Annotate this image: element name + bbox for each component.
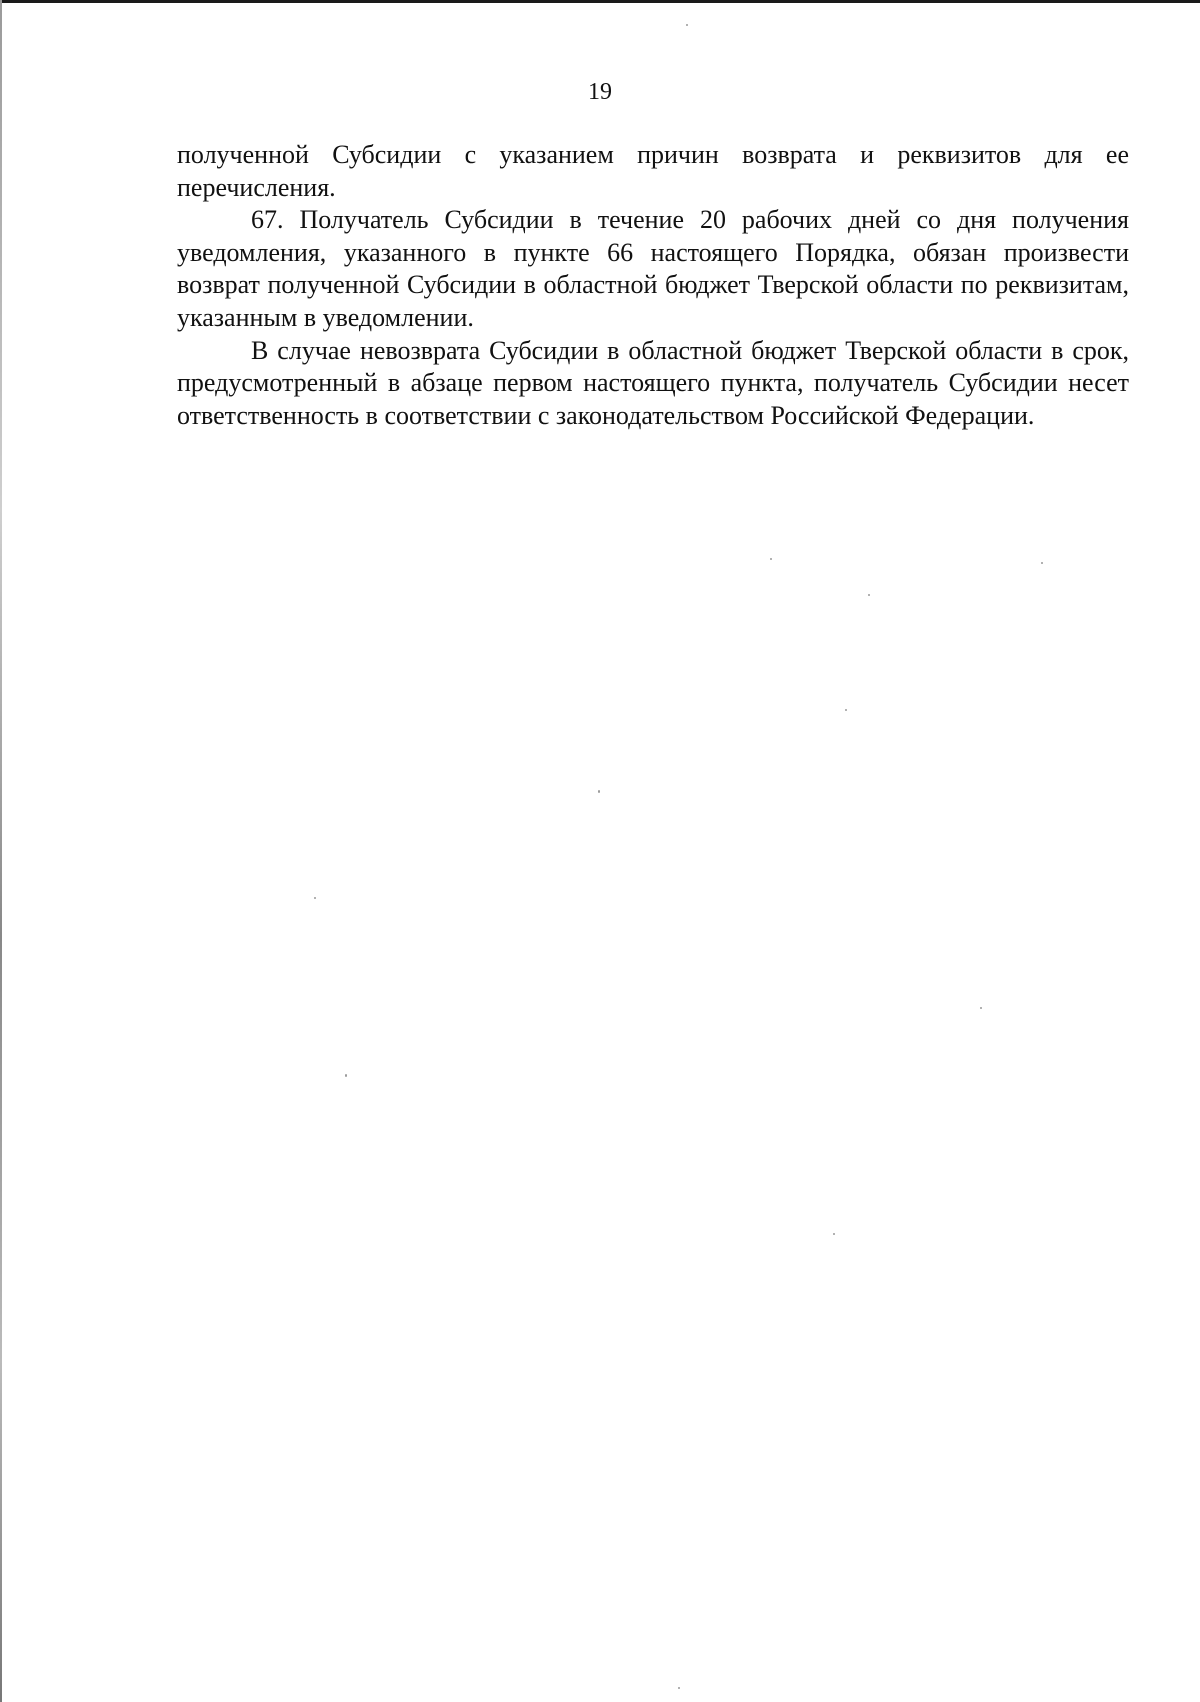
document-body bbox=[177, 139, 1129, 432]
scan-speck bbox=[1041, 562, 1043, 564]
scan-speck bbox=[686, 24, 688, 26]
scan-speck bbox=[678, 1687, 680, 1689]
page-number: 19 bbox=[588, 79, 612, 105]
scan-speck bbox=[345, 1074, 347, 1077]
paragraph-item-67: 67. Получатель Субсидии в течение 20 рабочих дней со дня получения уведомления, указанного в пункте 66 настоящего Порядка, обязан произвести возврат полученной Субсидии в областной бюджет Тверской области по реквизитам, указанным в уведомлении. bbox=[177, 205, 1129, 332]
scan-top-edge bbox=[0, 0, 1200, 3]
scan-speck bbox=[314, 897, 316, 899]
scan-speck bbox=[598, 790, 600, 793]
scan-speck bbox=[845, 709, 847, 711]
paragraph-continuation: полученной Субсидии с указанием причин возврата и реквизитов для ее перечисления. bbox=[177, 140, 1129, 202]
scan-speck bbox=[980, 1007, 982, 1009]
scan-left-edge bbox=[0, 0, 2, 1702]
scan-speck bbox=[868, 594, 870, 596]
scan-speck bbox=[770, 558, 772, 560]
scan-speck bbox=[833, 1233, 835, 1235]
paragraph-non-return-liability: В случае невозврата Субсидии в областной бюджет Тверской области в срок, предусмотренный в абзаце первом настоящего пункта, получатель Субсидии несет ответственность в соответствии с законодательством Российской Федерации. bbox=[177, 335, 1129, 430]
